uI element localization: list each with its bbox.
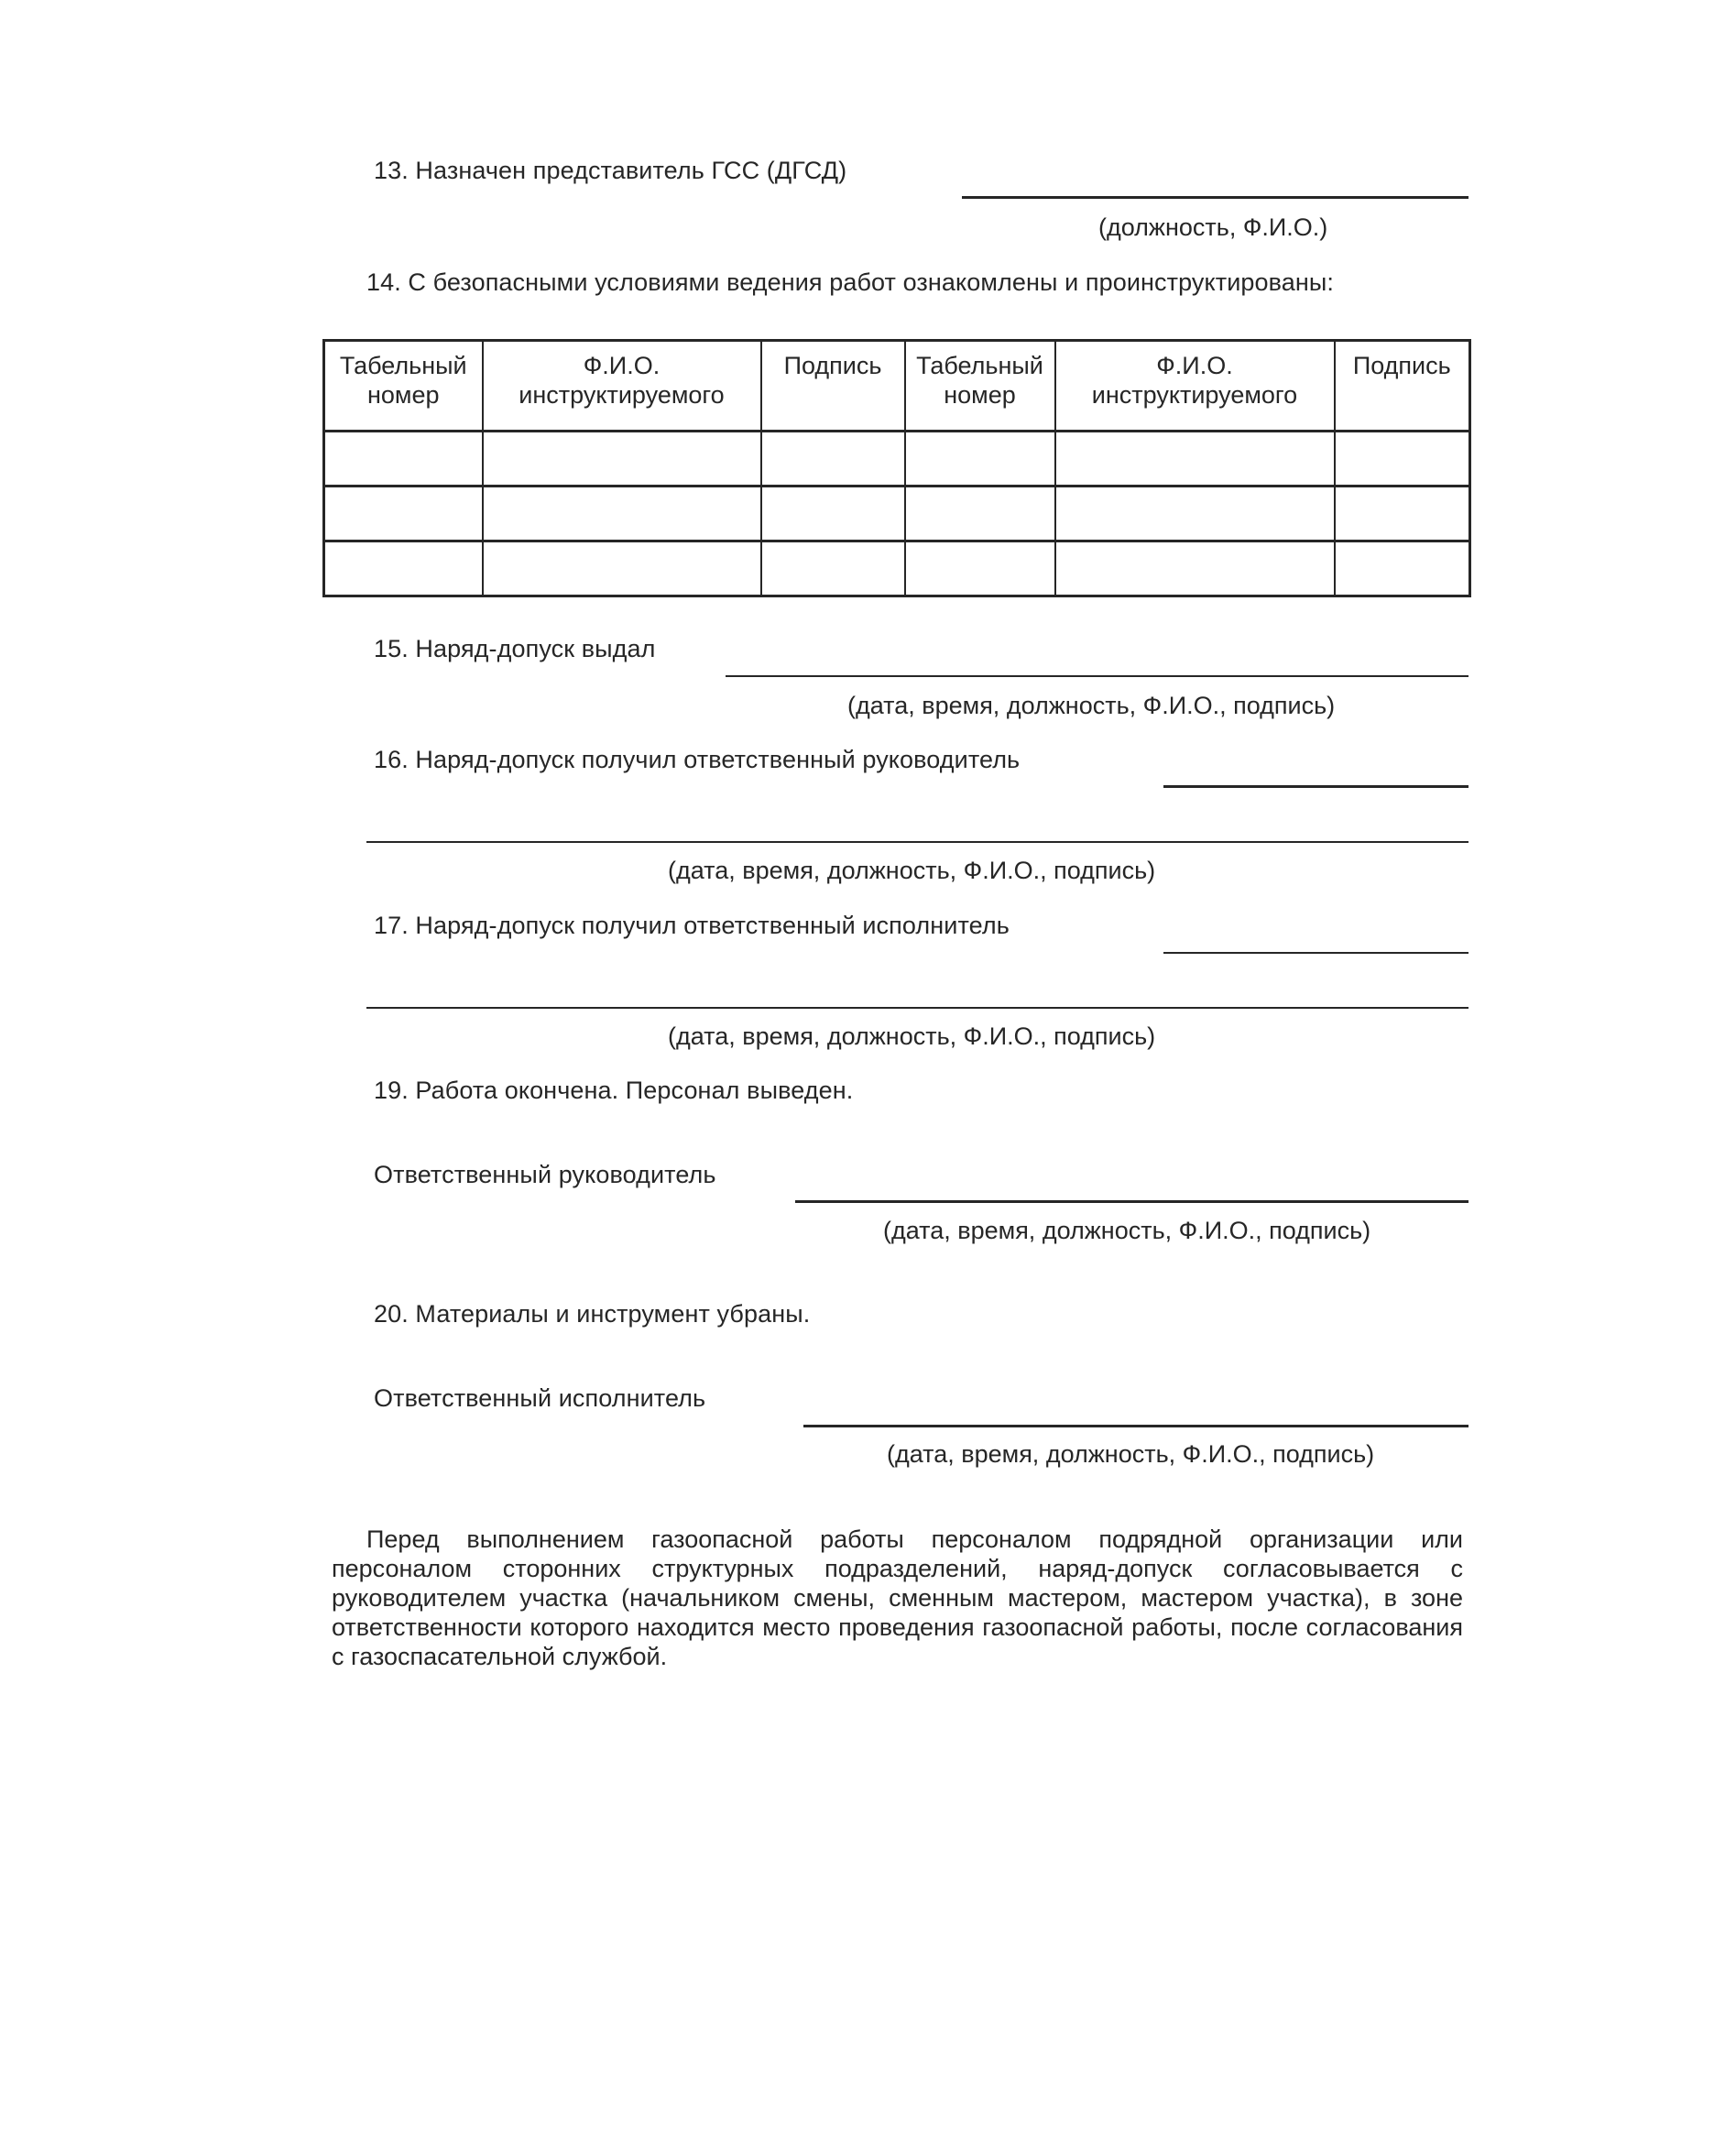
approval-note-paragraph: Перед выполнением газоопасной работы персоналом подрядной организации или персоналом сторонних структурных подразделений, наряд-допуск согласовывается с руководителем участка (начальником смены, сменным мастером, мастером участка), в зоне ответственности которого находится место проведения газоопасной работы, после согласования с газоспасательной службой.	[332, 1525, 1463, 1670]
item-15-fill-line[interactable]	[726, 675, 1469, 677]
header-text: инструктируемого	[1091, 381, 1298, 409]
header-text: инструктируемого	[519, 381, 725, 409]
header-fio-1	[483, 341, 761, 432]
table-cell[interactable]	[761, 432, 905, 487]
table-cell[interactable]	[1055, 541, 1335, 596]
header-text: Ф.И.О.	[583, 352, 661, 379]
table-cell[interactable]	[1335, 541, 1470, 596]
header-tab-number-1	[324, 341, 483, 432]
item-16-label: 16. Наряд-допуск получил ответственный руководитель	[374, 746, 1021, 773]
table-cell[interactable]	[483, 541, 761, 596]
item-19-responsible-label: Ответственный руководитель	[374, 1161, 716, 1188]
item-14-label: 14. С безопасными условиями ведения работ ознакомлены и проинструктированы:	[366, 268, 1334, 296]
header-text: номер	[366, 381, 440, 409]
header-text: Табельный	[339, 352, 467, 379]
table-cell[interactable]	[1335, 487, 1470, 541]
table-row	[324, 487, 1470, 541]
item-16-fill-line-2[interactable]	[366, 841, 1469, 843]
item-13-label: 13. Назначен представитель ГСС (ДГСД)	[374, 157, 847, 184]
table-cell[interactable]	[905, 432, 1055, 487]
item-15-caption: (дата, время, должность, Ф.И.О., подпись)	[847, 692, 1336, 719]
table-cell[interactable]	[483, 432, 761, 487]
item-17-fill-line-1[interactable]	[1163, 952, 1469, 954]
item-17-label: 17. Наряд-допуск получил ответственный исполнитель	[374, 912, 1010, 939]
table-cell[interactable]	[761, 541, 905, 596]
table-cell[interactable]	[1055, 487, 1335, 541]
table-header-row	[324, 341, 1470, 432]
item-16-caption: (дата, время, должность, Ф.И.О., подпись)	[668, 857, 1156, 884]
header-tab-number-2	[905, 341, 1055, 432]
table-cell[interactable]	[1055, 432, 1335, 487]
item-20-responsible-label: Ответственный исполнитель	[374, 1384, 706, 1412]
item-19-caption: (дата, время, должность, Ф.И.О., подпись)	[883, 1217, 1371, 1244]
item-20-caption: (дата, время, должность, Ф.И.О., подпись)	[887, 1440, 1375, 1468]
item-13-fill-line[interactable]	[962, 196, 1469, 199]
header-text: номер	[944, 381, 1016, 409]
item-19-fill-line[interactable]	[795, 1200, 1469, 1203]
table-cell[interactable]	[324, 487, 483, 541]
table-cell[interactable]	[1335, 432, 1470, 487]
header-signature-2	[1335, 341, 1470, 432]
table-cell[interactable]	[324, 432, 483, 487]
item-17-fill-line-2[interactable]	[366, 1007, 1469, 1009]
table-row	[324, 541, 1470, 596]
table-cell[interactable]	[761, 487, 905, 541]
item-20-label: 20. Материалы и инструмент убраны.	[374, 1300, 811, 1328]
item-15-label: 15. Наряд-допуск выдал	[374, 635, 656, 662]
header-text: Табельный	[916, 352, 1043, 379]
item-16-fill-line-1[interactable]	[1163, 785, 1469, 788]
table-cell[interactable]	[483, 487, 761, 541]
header-fio-2	[1055, 341, 1335, 432]
table-cell[interactable]	[324, 541, 483, 596]
table-row	[324, 432, 1470, 487]
header-text: Ф.И.О.	[1156, 352, 1233, 379]
item-13-caption: (должность, Ф.И.О.)	[1098, 213, 1328, 241]
item-17-caption: (дата, время, должность, Ф.И.О., подпись)	[668, 1022, 1156, 1050]
item-19-label: 19. Работа окончена. Персонал выведен.	[374, 1077, 854, 1104]
table-cell[interactable]	[905, 487, 1055, 541]
item-20-fill-line[interactable]	[803, 1425, 1469, 1427]
table-cell[interactable]	[905, 541, 1055, 596]
header-text: Подпись	[783, 352, 882, 379]
header-text: Подпись	[1352, 352, 1451, 379]
header-signature-1	[761, 341, 905, 432]
instruction-table	[322, 339, 1471, 597]
